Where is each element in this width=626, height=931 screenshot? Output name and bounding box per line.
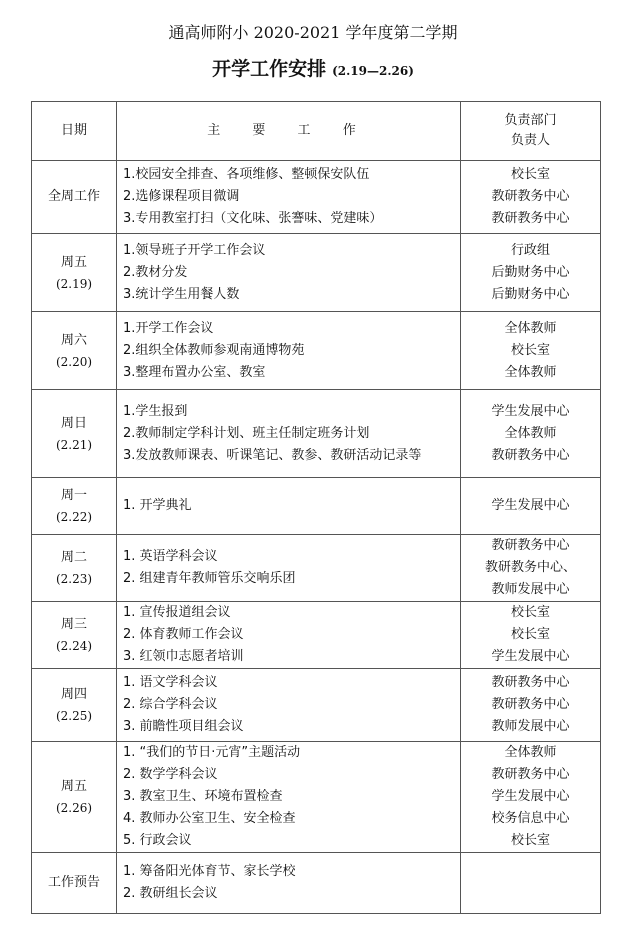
work-item: 5. 行政会议: [123, 833, 192, 848]
work-item: 2. 教研组长会议: [123, 886, 218, 901]
table-row: [32, 234, 601, 312]
day-label: 周六: [60, 332, 87, 348]
dept-cell: [461, 853, 601, 914]
work-item: 1. 语文学科会议: [123, 675, 218, 690]
work-cell: [117, 312, 461, 390]
work-item: 3. 前瞻性项目组会议: [123, 719, 244, 734]
dept-item: 校长室: [510, 167, 550, 182]
work-cell: [117, 390, 461, 478]
schedule-table: [31, 101, 601, 914]
work-item: 1. 开学典礼: [123, 498, 192, 513]
work-cell: [117, 669, 461, 742]
work-item: 2. 体育教师工作会议: [123, 627, 244, 642]
dept-item: 学生发展中心: [491, 403, 570, 419]
dept-item: 教师发展中心: [491, 582, 570, 597]
work-item: 3.整理布置办公室、教室: [123, 364, 266, 380]
day-label: 周五: [60, 779, 87, 794]
day-label: 周五: [60, 254, 87, 270]
day-label: 周日: [60, 415, 87, 431]
work-cell: [117, 478, 461, 535]
work-item: 1. 宣传报道组会议: [123, 605, 231, 620]
dept-item: 全体教师: [504, 425, 557, 441]
dept-cell: [461, 602, 601, 669]
work-cell: [117, 161, 461, 234]
date-cell: [32, 853, 117, 914]
work-item: 2. 综合学科会议: [123, 697, 218, 712]
dept-item: 教研教务中心: [491, 211, 570, 226]
dept-item: 教师发展中心: [491, 719, 570, 734]
schedule-body: [32, 161, 601, 914]
dept-item: 教研教务中心: [491, 697, 570, 712]
day-label: 工作预告: [47, 875, 100, 890]
col-header-dept-line1: 负责部门: [504, 113, 557, 128]
table-row: [32, 478, 601, 535]
dept-item: 教研教务中心、: [484, 560, 576, 575]
date-cell: [32, 602, 117, 669]
date-label: (2.23): [55, 572, 93, 586]
col-header-date: 日期: [32, 102, 117, 161]
dept-item: 校长室: [510, 627, 550, 642]
work-cell: [117, 602, 461, 669]
table-row: [32, 390, 601, 478]
table-row: [32, 742, 601, 853]
col-header-dept: [461, 102, 601, 161]
document-subtitle: 通高师附小 2020-2021 学年度第二学期: [168, 23, 458, 42]
dept-item: 教研教务中心: [491, 189, 570, 204]
work-item: 2.教师制定学科计划、班主任制定班务计划: [123, 425, 370, 441]
date-cell: [32, 234, 117, 312]
work-cell: [117, 742, 461, 853]
work-cell: [117, 853, 461, 914]
work-item: 2.选修课程项目微调: [123, 189, 240, 204]
work-item: 1. 英语学科会议: [123, 549, 218, 564]
day-label: 周二: [60, 550, 87, 565]
table-row: [32, 602, 601, 669]
date-label: (2.22): [55, 510, 93, 524]
date-cell: [32, 161, 117, 234]
work-item: 1.校园安全排查、各项维修、整顿保安队伍: [123, 167, 370, 182]
dept-item: 校长室: [510, 605, 550, 620]
dept-item: 教研教务中心: [491, 447, 570, 463]
dept-item: 后勤财务中心: [491, 264, 570, 280]
dept-item: 校长室: [510, 833, 550, 848]
dept-item: 教研教务中心: [491, 767, 570, 782]
work-item: 1.领导班子开学工作会议: [123, 242, 266, 258]
dept-cell: [461, 669, 601, 742]
work-item: 2.组织全体教师参观南通博物苑: [123, 342, 305, 358]
dept-item: 全体教师: [504, 364, 557, 380]
dept-item: 学生发展中心: [491, 789, 570, 804]
date-label: (2.26): [55, 801, 93, 815]
work-cell: [117, 234, 461, 312]
document-title: [0, 54, 626, 81]
day-label: 周四: [60, 687, 87, 702]
table-row: [32, 161, 601, 234]
dept-item: 全体教师: [504, 745, 557, 760]
day-label: 周一: [60, 488, 87, 503]
dept-item: 行政组: [510, 242, 550, 258]
dept-item: 教研教务中心: [491, 538, 570, 553]
work-item: 1.开学工作会议: [123, 320, 214, 336]
date-cell: [32, 742, 117, 853]
date-cell: [32, 390, 117, 478]
dept-item: 学生发展中心: [491, 649, 570, 664]
table-row: [32, 535, 601, 602]
dept-cell: [461, 390, 601, 478]
table-row: [32, 669, 601, 742]
date-label: (2.20): [55, 354, 93, 369]
work-item: 3. 教室卫生、环境布置检查: [123, 789, 283, 804]
col-header-work: 主 要 工 作: [117, 102, 461, 161]
date-cell: [32, 535, 117, 602]
table-row: [32, 853, 601, 914]
date-range: (2.19—2.26): [332, 64, 414, 78]
work-item: 1. “我们的节日·元宵”主题活动: [123, 745, 301, 760]
dept-cell: [461, 312, 601, 390]
dept-cell: [461, 478, 601, 535]
dept-cell: [461, 161, 601, 234]
header-row: [32, 102, 601, 161]
dept-cell: [461, 535, 601, 602]
day-label: 周三: [60, 617, 87, 632]
work-cell: [117, 535, 461, 602]
dept-cell: [461, 234, 601, 312]
day-label: 全周工作: [47, 189, 100, 204]
dept-item: 全体教师: [504, 320, 557, 336]
title-text: 开学工作安排: [212, 58, 327, 80]
work-item: 1. 筹备阳光体育节、家长学校: [123, 864, 296, 879]
date-cell: [32, 312, 117, 390]
work-item: 2.教材分发: [123, 264, 188, 280]
date-cell: [32, 478, 117, 535]
work-item: 3. 红领巾志愿者培训: [123, 649, 244, 664]
dept-item: 后勤财务中心: [491, 286, 570, 302]
work-item: 1.学生报到: [123, 403, 188, 419]
date-label: (2.24): [55, 639, 93, 653]
work-item: 4. 教师办公室卫生、安全检查: [123, 811, 296, 826]
dept-item: 校务信息中心: [491, 811, 570, 826]
work-item: 3.专用教室打扫（文化味、张謇味、党建味）: [123, 211, 383, 226]
work-item: 2. 组建青年教师管乐交响乐团: [123, 571, 296, 586]
dept-item: 学生发展中心: [491, 498, 570, 513]
table-row: [32, 312, 601, 390]
date-label: (2.25): [55, 709, 93, 723]
dept-item: 校长室: [510, 342, 550, 358]
col-header-dept-line2: 负责人: [510, 133, 550, 148]
date-cell: [32, 669, 117, 742]
work-item: 3.发放教师课表、听课笔记、教参、教研活动记录等: [123, 447, 422, 463]
date-label: (2.19): [55, 276, 93, 291]
work-item: 2. 数学学科会议: [123, 767, 218, 782]
work-item: 3.统计学生用餐人数: [123, 286, 240, 302]
dept-cell: [461, 742, 601, 853]
dept-item: 教研教务中心: [491, 675, 570, 690]
date-label: (2.21): [55, 437, 93, 452]
